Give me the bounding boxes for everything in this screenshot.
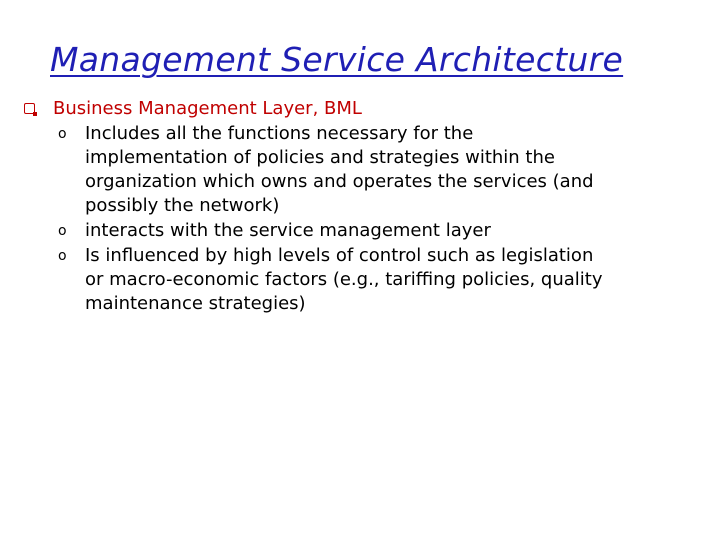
sub-bullet-item — [0, 244, 700, 316]
square-bullet-icon — [24, 103, 35, 114]
slide-content — [0, 97, 700, 316]
sub-bullet-text: Includes all the functions necessary for the implementation of policies and strategies within the organization which owns and operates the services (and possibly the network) — [85, 123, 594, 216]
sub-bullet-item — [0, 219, 700, 243]
sub-bullet-marker: o — [58, 223, 67, 239]
sub-bullet-item — [0, 122, 700, 218]
sub-bullet-text: interacts with the service management layer — [85, 220, 491, 241]
slide-title: Management Service Architecture — [50, 40, 624, 79]
bullet-label: Business Management Layer, BML — [53, 98, 362, 119]
bullet-business-management-layer — [0, 97, 700, 121]
sub-bullet-text: Is influenced by high levels of control such as legislation or macro-economic factors (e.g., tariffing policies, quality maintenance strategies) — [85, 245, 603, 314]
sub-bullet-marker: o — [58, 126, 67, 142]
sub-bullet-marker: o — [58, 248, 67, 264]
